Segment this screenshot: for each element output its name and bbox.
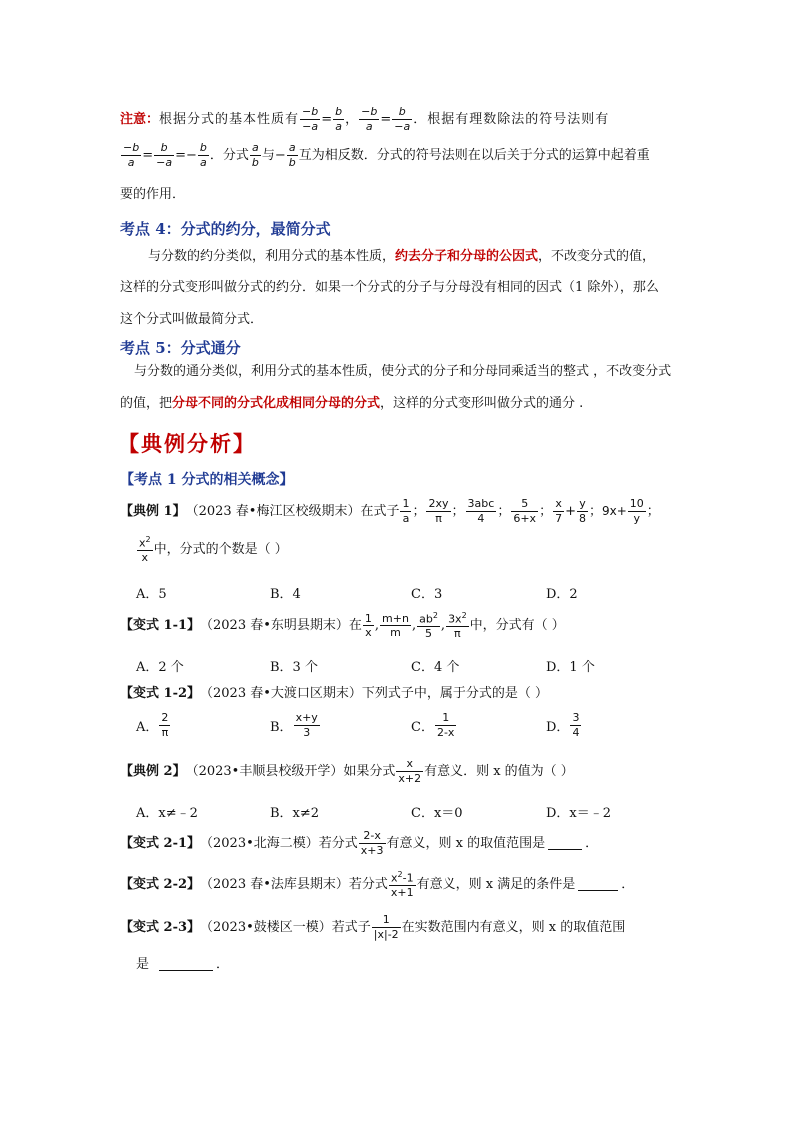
note-text-2c: 互为相反数．分式的符号法则在以后关于分式的运算中起着重 [298,147,650,163]
option-a[interactable]: A．5 [136,587,167,602]
variant-2-3-stem: 【变式 2-3】 （2023•鼓楼区一模）若式子 $\frac{1}{|x|-2}$ 在实数范围内有意义，则 x 的取值范围 [120,913,626,941]
answer-blank[interactable] [159,958,213,971]
answer-blank[interactable] [578,878,618,891]
option-c[interactable]: C．4 个 [411,660,460,675]
variant-1-1-stem: 【变式 1-1】 （2023 春•东明县期末）在 $\frac{1}{x}$ , $\frac{m+n}{m}$ , $\frac{ab^2}{5}$ , $\frac{3x^2}{\pi}$ 中，分式有（ ） [120,611,565,641]
option-a[interactable]: A．2 个 [136,660,184,675]
example-1-stem-cont: $\frac{x^2}{x}$ 中，分式的个数是（ ） [139,535,288,565]
note-line-2: $\frac{-b}{a}$ = $\frac{b}{-a}$ = − $\frac{b}{a}$ ．分式 $\frac{a}{b}$ 与 − $\frac{a}{b}$ 互为相反数．分式的符号法则在以后关于分式的运算中起着重 [123,141,650,169]
answer-blank[interactable] [548,837,582,850]
fraction: $\frac{b}{-a}$ [394,105,411,133]
example-label: 【典例 1】 [120,503,186,519]
fraction: $\frac{-b}{a}$ [123,141,140,169]
variant-label: 【变式 1-1】 [120,618,201,634]
option-c[interactable]: C．x＝0 [411,806,463,821]
note-text-2a: ．分式 [209,147,249,163]
option-b[interactable]: B．3 个 [270,660,318,675]
variant-2-1-stem: 【变式 2-1】 （2023•北海二模）若分式 $\frac{2-x}{x+3}$ 有意义，则 x 的取值范围是 ． [120,829,599,857]
section-subheading: 【考点 1 分式的相关概念】 [120,472,294,488]
option-d[interactable]: D．2 [546,587,578,602]
kd5-para-2: 的值，把分母不同的分式化成相同分母的分式，这样的分式变形叫做分式的通分 . [120,396,584,411]
option-a[interactable]: A． $\frac{2}{\pi}$ [136,711,169,739]
fraction: $\frac{b}{-a}$ [156,141,173,169]
fraction: $\frac{a}{b}$ [251,141,259,169]
kd4-title: 考点 4：分式的约分，最简分式 [120,220,331,238]
option-b[interactable]: B． $\frac{x+y}{3}$ [270,711,318,739]
fraction: $\frac{-b}{a}$ [361,105,378,133]
option-a[interactable]: A．x≠﹣2 [136,806,198,821]
option-d[interactable]: D．1 个 [546,660,595,675]
variant-label: 【变式 1-2】 [120,686,201,701]
kd5-title: 考点 5：分式通分 [120,339,241,357]
example-label: 【典例 2】 [120,763,186,779]
kd4-para-3: 这个分式叫做最简分式． [120,312,264,327]
fraction: $\frac{-b}{-a}$ [302,105,319,133]
variant-label: 【变式 2-3】 [120,919,201,935]
fraction: $\frac{b}{a}$ [335,105,343,133]
variant-label: 【变式 2-2】 [120,877,201,893]
fraction: $\frac{a}{b}$ [288,141,296,169]
note-text-1c: ．根据有理数除法的符号法则有 [413,111,610,127]
note-line-1: 注意： 根据分式的基本性质有 $\frac{-b}{-a}$ = $\frac{b}{a}$ ， $\frac{-b}{a}$ = $\frac{b}{-a}$ ．根据有理数除法的符号法则有 [120,105,610,133]
kd4-para-1: 与分数的约分类似，利用分式的基本性质，约去分子和分母的公因式，不改变分式的值， [148,249,656,264]
note-label: 注意： [120,111,160,127]
option-c[interactable]: C．3 [411,587,443,602]
option-b[interactable]: B．x≠2 [270,806,320,821]
kd4-para-2: 这样的分式变形叫做分式的约分．如果一个分式的分子与分母没有相同的因式（1 除外），那么 [120,280,659,295]
variant-label: 【变式 2-1】 [120,835,201,851]
option-d[interactable]: D．x＝﹣2 [546,806,612,821]
variant-1-2-stem: 【变式 1-2】 （2023 春•大渡口区期末）下列式子中，属于分式的是（ ） [120,686,549,701]
option-c[interactable]: C． $\frac{1}{2-x}$ [411,711,455,739]
option-b[interactable]: B．4 [270,587,301,602]
variant-2-3-stem-cont: 是 ． [136,957,230,972]
example-1-stem: 【典例 1】 （2023 春•梅江区校级期末）在式子 $\frac{1}{a}$ ； $\frac{2xy}{\pi}$ ； $\frac{\text{3abc}}{4}$ ； $\frac{5}{6+x}$ ； $\frac{x}{7}$ + $\frac{y}{8}$ ； 9x+ $\frac{10}{y}$ ； [120,497,660,525]
variant-2-2-stem: 【变式 2-2】 （2023 春•法库县期末）若分式 $\frac{x^2-1}{x+1}$ 有意义，则 x 满足的条件是 ． [120,870,635,900]
kd5-para-1: 与分数的通分类似，利用分式的基本性质，使分式的分子和分母同乘适当的整式 ，不改变分式 [134,364,672,379]
section-heading: 【典例分析】 [118,431,256,456]
note-text-1a: 根据分式的基本性质有 [159,111,300,127]
note-line-3: 要的作用． [120,187,186,202]
option-d[interactable]: D． $\frac{3}{4}$ [546,711,580,739]
fraction: $\frac{b}{a}$ [199,141,207,169]
example-2-stem: 【典例 2】 （2023•丰顺县校级开学）如果分式 $\frac{x}{x+2}$ 有意义．则 x 的值为（ ） [120,757,574,785]
